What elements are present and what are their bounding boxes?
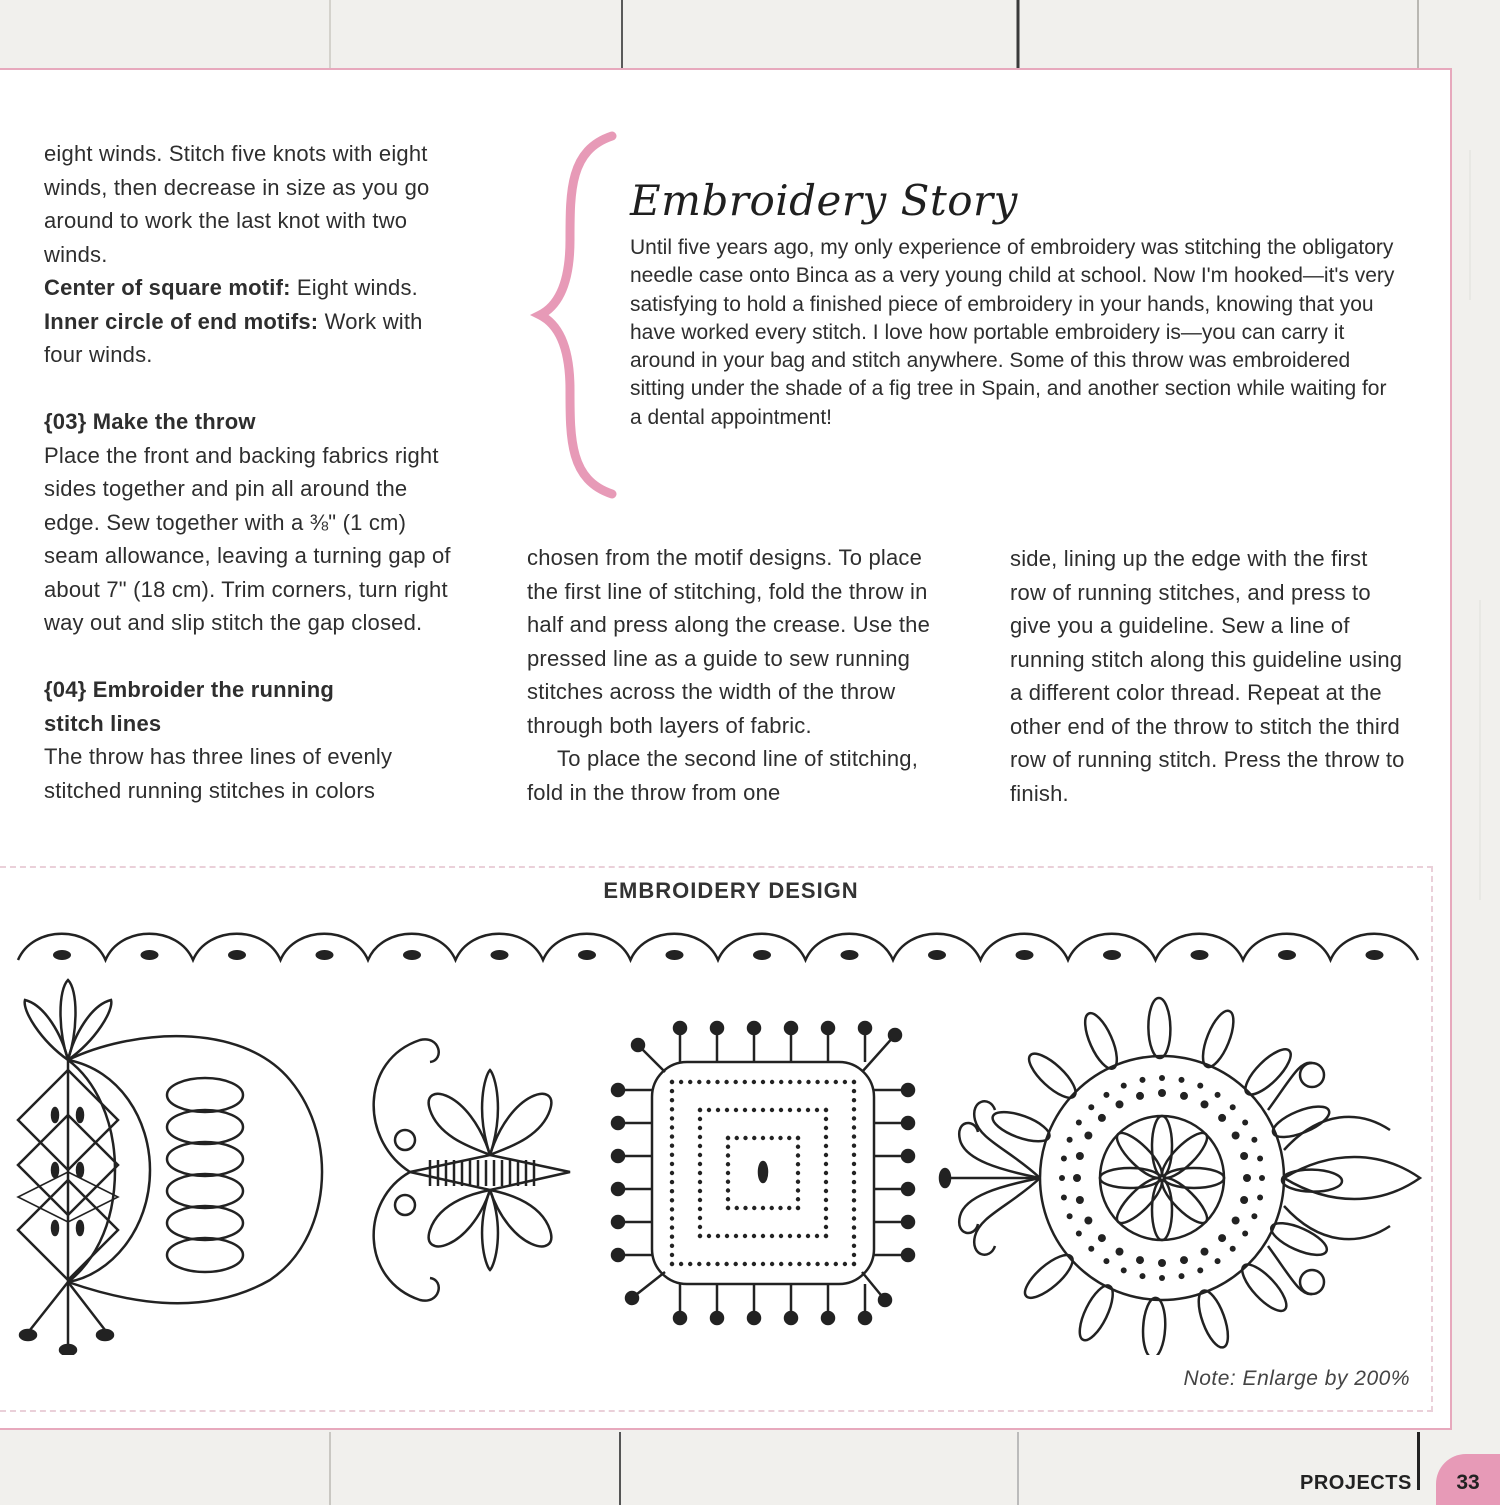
design-note: Note: Enlarge by 200% — [1183, 1367, 1410, 1390]
paragraph: side, lining up the edge with the first row of running stitches, and press to give you a guideline. Sew a line of running stitch along this guideline using a different color thread. Repeat at the other end of the throw to stitch the third row of running stitch. Press the throw to finish. — [1010, 546, 1405, 806]
pink-brace-icon — [530, 130, 620, 500]
story-body — [630, 234, 1400, 432]
paragraph — [44, 305, 464, 372]
left-column — [44, 137, 464, 807]
label: Inner circle of end motifs: — [44, 308, 319, 334]
design-title: EMBROIDERY DESIGN — [603, 878, 859, 903]
right-column — [1010, 542, 1405, 810]
story-text: Until five years ago, my only experience of embroidery was stitching the obligatory needle case onto Binca as a very young child at school. Now I'm hooked—it's very satisfying to hold a finished piece of embroidery in your hands, knowing that you have worked every stitch. I love how portable embroidery is—you can carry it around in your bag and stitch anywhere. Some of this throw was embroidered sitting under the shade of a fig tree in Spain, and another section while waiting for a dental appointment! — [630, 236, 1395, 429]
paragraph: The throw has three lines of evenly stitched running stitches in colors — [44, 744, 393, 803]
step-heading: {03} Make the throw — [44, 409, 256, 434]
paragraph: Place the front and backing fabrics right sides together and pin all around the edge. Sew together with a ⅜" (1 cm) seam allowance, leaving a turning gap of about 7" (18 cm). Trim corners, turn right way out and slip stitch the gap closed. — [44, 442, 451, 635]
text: Eight winds. — [290, 275, 418, 300]
text: Work with four winds. — [44, 308, 423, 367]
paragraph: chosen from the motif designs. To place the first line of stitching, fold the throw in half and press along the crease. Use the pressed line as a guide to sew running stitches across the width of the throw through both layers of fabric. — [527, 545, 931, 738]
crescent-motif — [18, 980, 322, 1355]
flower-motif — [940, 998, 1420, 1355]
middle-column — [527, 541, 947, 809]
paragraph: eight winds. Stitch five knots with eight winds, then decrease in size as you go around to work the last knot with two winds. — [44, 141, 430, 267]
paragraph — [44, 271, 464, 305]
embroidery-design-illustration — [0, 915, 1440, 1355]
label: Center of square motif: — [44, 275, 291, 300]
paragraph: To place the second line of stitching, fold in the throw from one — [527, 746, 919, 805]
butterfly-motif — [374, 1039, 570, 1300]
section-label: PROJECTS — [1300, 1472, 1412, 1494]
page-number: 33 — [1436, 1454, 1500, 1505]
square-motif — [612, 1022, 914, 1324]
story-title: Embroidery Story — [630, 176, 1018, 225]
footer-divider — [1417, 1432, 1420, 1490]
step-heading: {04} Embroider the running stitch lines — [44, 677, 335, 736]
